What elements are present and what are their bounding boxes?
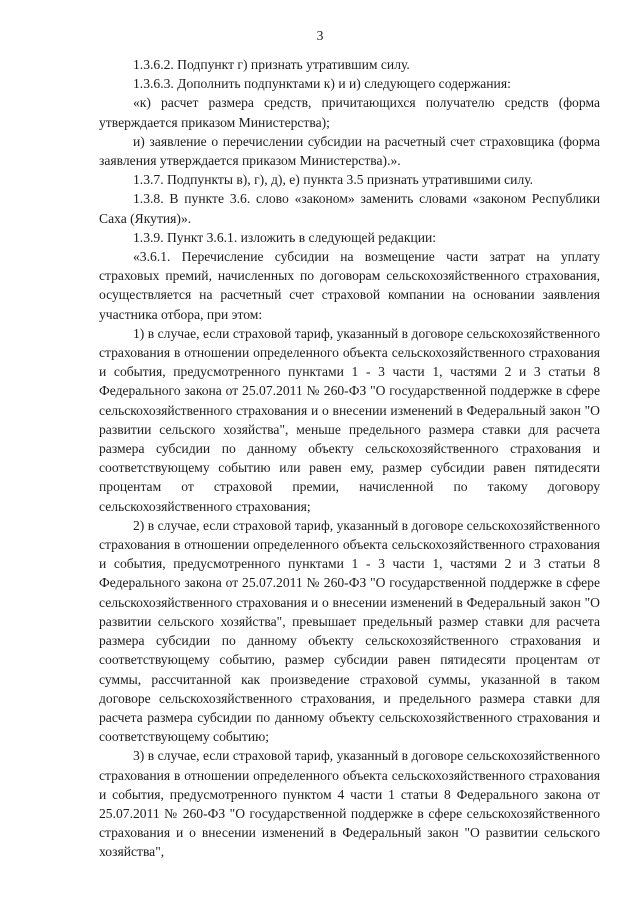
- paragraph-1-3-8: 1.3.8. В пункте 3.6. слово «законом» заменить словами «законом Республики Саха (Якутия)».: [99, 191, 600, 226]
- paragraph-item-2: 2) в случае, если страховой тариф, указанный в договоре сельскохозяйственного страхования в отношении определенного объекта сельскохозяйственного страхования и события, предусмотренного пунктами 1 - 3 части 1, частями 2 и 3 статьи 8 Федерального закона от 25.07.2011 № 260-ФЗ "О государственной поддержке в сфере сельскохозяйственного страхования и о внесении изменений в Федеральный закон "О развитии сельского хозяйства", превышает предельный размер ставки для расчета размера субсидии по данному объекту сельскохозяйственного страхования и соответствующему событию, размер субсидии равен пятидесяти процентам от суммы, рассчитанной как произведение страховой суммы, указанной в таком договоре сельскохозяйственного страхования, и предельного размера ставки для расчета размера субсидии по данному объекту сельскохозяйственного страхования и соответствующему событию;: [99, 517, 600, 745]
- paragraph-1-3-6-2: 1.3.6.2. Подпункт г) признать утратившим силу.: [133, 57, 410, 72]
- page-number: 3: [316, 28, 324, 43]
- paragraph-subitem-i: и) заявление о перечислении субсидии на расчетный счет страховщика (форма заявления утверждается приказом Министерства).».: [99, 133, 600, 169]
- paragraph-3-6-1: «3.6.1. Перечисление субсидии на возмещение части затрат на уплату страховых премий, начисленных по договорам сельскохозяйственного страхования, осуществляется на расчетный счет страховой компании на основании заявления участника отбора, при этом:: [99, 249, 600, 322]
- paragraph-1-3-6-3: 1.3.6.3. Дополнить подпунктами к) и и) следующего содержания:: [133, 76, 511, 92]
- paragraph-item-3: 3) в случае, если страховой тариф, указанный в договоре сельскохозяйственного страхования в отношении определенного объекта сельскохозяйственного страхования и события, предусмотренного пунктом 4 части 1 статьи 8 Федерального закона от 25.07.2011 № 260-ФЗ "О государственной поддержке в сфере сельскохозяйственного страхования и о внесении изменений в Федеральный закон "О развитии сельского хозяйства",: [99, 748, 600, 860]
- paragraph-subitem-k: «к) расчет размера средств, причитающихся получателю средств (форма утверждается приказом Министерства);: [99, 95, 600, 130]
- document-body: [99, 55, 600, 862]
- paragraph-1-3-9: 1.3.9. Пункт 3.6.1. изложить в следующей редакции:: [133, 229, 437, 245]
- paragraph-1-3-7: 1.3.7. Подпункты в), г), д), е) пункта 3.5 признать утратившими силу.: [133, 172, 534, 188]
- paragraph-item-1: 1) в случае, если страховой тариф, указанный в договоре сельскохозяйственного страхования в отношении определенного объекта сельскохозяйственного страхования и события, предусмотренного пунктами 1 - 3 части 1, частями 2 и 3 статьи 8 Федерального закона от 25.07.2011 № 260-ФЗ "О государственной поддержке в сфере сельскохозяйственного страхования и о внесении изменений в Федеральный закон "О развитии сельского хозяйства", меньше предельного размера ставки для расчета размера субсидии по данному объекту сельскохозяйственного страхования и соответствующему событию или равен ему, размер субсидии равен пятидесяти процентам от страховой премии, начисленной по такому договору сельскохозяйственного страхования;: [99, 325, 600, 514]
